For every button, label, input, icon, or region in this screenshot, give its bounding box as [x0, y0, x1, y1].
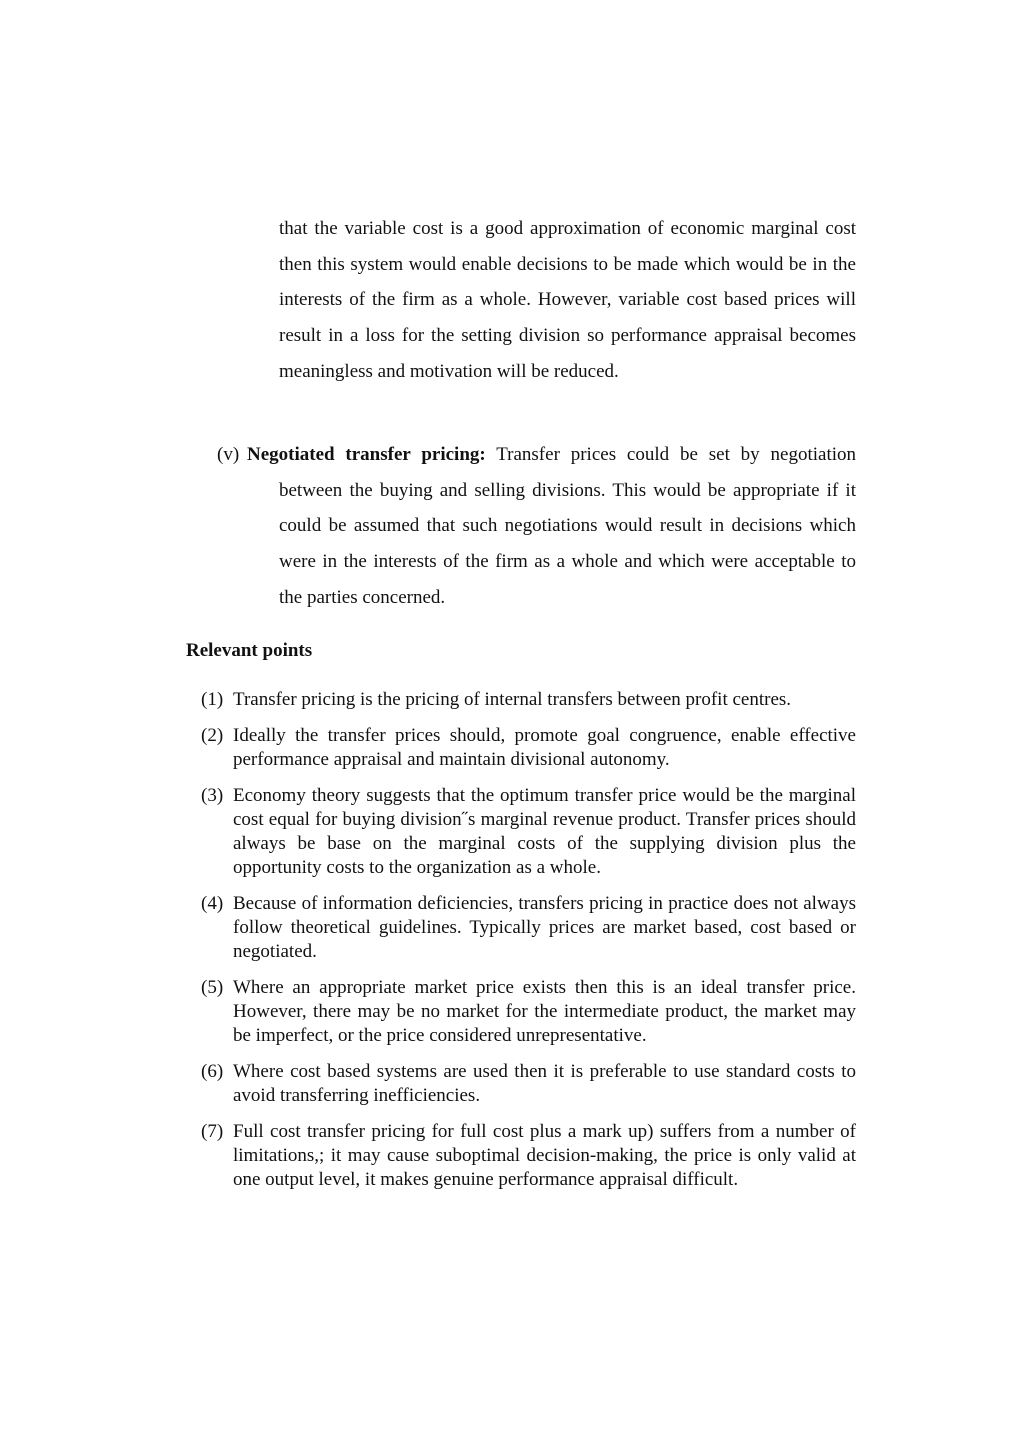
item-lead [247, 444, 496, 465]
list-item [201, 1060, 856, 1108]
list-item-text: Where cost based systems are used then it is preferable to use standard costs to avoid transferring inefficiencies. [233, 1061, 856, 1106]
list-item [201, 1120, 856, 1192]
list-item [201, 892, 856, 964]
list-item-number: (3) [201, 785, 224, 806]
list-item [201, 688, 856, 712]
list-item-number: (7) [201, 1121, 224, 1142]
list-item [201, 784, 856, 880]
list-item [201, 976, 856, 1048]
list-item-text: Transfer pricing is the pricing of internal transfers between profit centres. [233, 689, 792, 710]
list-item-number: (2) [201, 725, 224, 746]
list-item [201, 724, 856, 772]
list-item-number: (1) [201, 689, 224, 710]
list-item-text: Where an appropriate market price exists then this is an ideal transfer price. However, there may be no market for the intermediate product, the market may be imperfect, or the price considered unrepresentative. [233, 977, 856, 1046]
continuation-paragraph: that the variable cost is a good approximation of economic marginal cost then this system would enable decisions to be made which would be in the interests of the firm as a whole. However, variable cost based prices will result in a loss for the setting division so performance appraisal becomes meaningless and motivation will be reduced. [279, 218, 856, 382]
relevant-points-heading: Relevant points [186, 640, 313, 661]
item-text: Transfer prices could be set by negotiation between the buying and selling divisions. This would be appropriate if it could be assumed that such negotiations would result in decisions which were in the interests of the firm as a whole and which were acceptable to the parties concerned. [279, 444, 856, 608]
item-title: Negotiated transfer pricing: [247, 444, 486, 465]
list-item-text: Because of information deficiencies, transfers pricing in practice does not always follow theoretical guidelines. Typically prices are market based, cost based or negotiated. [233, 893, 856, 962]
list-item-text: Economy theory suggests that the optimum transfer price would be the marginal cost equal for buying division˝s marginal revenue product. Transfer prices should always be base on the marginal costs of the supplying division plus the opportunity costs to the organization as a whole. [233, 785, 856, 878]
list-item-number: (5) [201, 977, 224, 998]
list-item-number: (4) [201, 893, 224, 914]
item-number: (v) [217, 444, 240, 465]
negotiated-transfer-pricing-item [217, 437, 856, 616]
list-item-number: (6) [201, 1061, 224, 1082]
relevant-points-list [201, 688, 856, 1204]
list-item-text: Ideally the transfer prices should, promote goal congruence, enable effective performance appraisal and maintain divisional autonomy. [233, 725, 856, 770]
list-item-text: Full cost transfer pricing for full cost plus a mark up) suffers from a number of limitations,; it may cause suboptimal decision-making, the price is only valid at one output level, it makes genuine performance appraisal difficult. [233, 1121, 856, 1190]
